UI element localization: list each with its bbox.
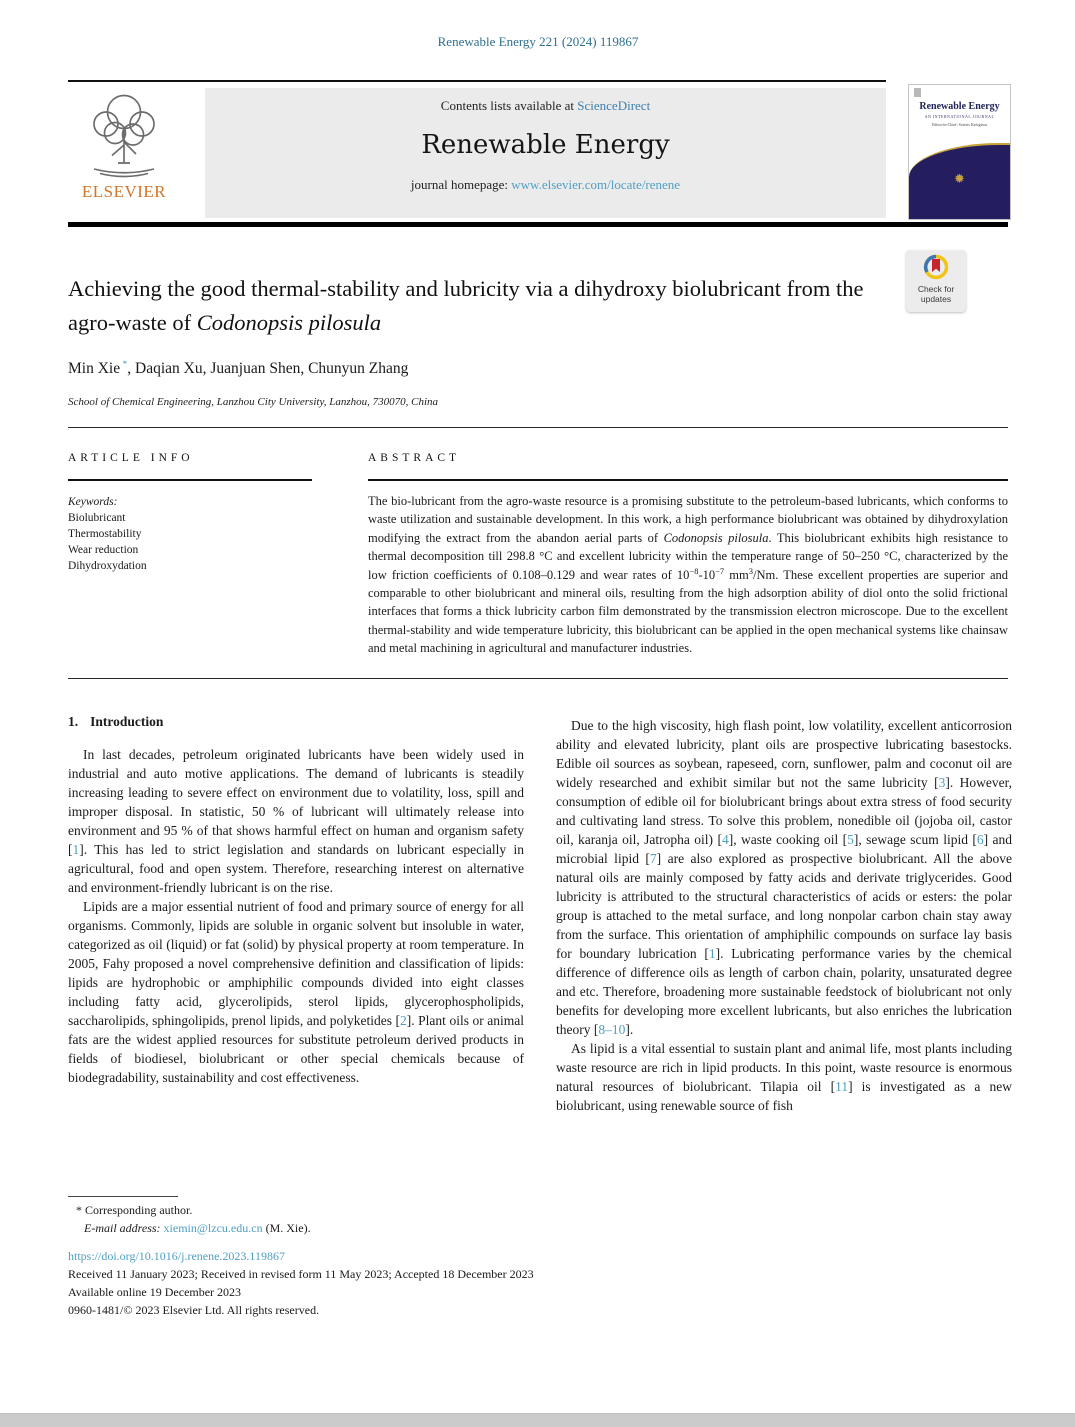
section-title: Introduction — [90, 714, 164, 729]
journal-title: Renewable Energy — [421, 130, 670, 160]
header-divider — [68, 80, 886, 82]
email-note: E-mail address: xiemin@lzcu.edu.cn (M. Xie). — [84, 1221, 311, 1235]
author-list: Min Xie *, Daqian Xu, Juanjuan Shen, Chunyun Zhang — [68, 358, 409, 377]
doi-link[interactable]: https://doi.org/10.1016/j.renene.2023.119867 — [68, 1249, 285, 1263]
contents-prefix: Contents lists available at — [440, 98, 578, 113]
check-for-updates-badge[interactable] — [906, 250, 966, 312]
cover-editor: Editor-in-Chief: Soteris Kalogirou — [931, 122, 988, 127]
section-heading-introduction — [68, 714, 163, 730]
article-info-rule — [68, 479, 312, 481]
abstract-rule — [368, 479, 1008, 481]
keyword-item: Thermostability — [68, 528, 142, 540]
homepage-line — [205, 177, 886, 193]
section-number: 1. — [68, 714, 79, 729]
keywords-block — [68, 494, 312, 574]
sunburst-icon: ✹ — [954, 171, 965, 186]
article-info-heading: ARTICLE INFO — [68, 452, 194, 464]
elsevier-tree-icon — [76, 88, 172, 184]
abstract-heading: ABSTRACT — [368, 452, 461, 464]
paragraph: Lipids are a major essential nutrient of food and primary source of energy for all organisms. Commonly, lipids are soluble in organic solvent but insoluble in water, categorized as oil (liquid) or fat (solid) by physical property at room temperature. In 2005, Fahy proposed a novel comprehensive definition and classification of lipids: lipids are hydrophobic or amphiphilic compounds divided into eight classes including fatty acid, glycerolipids, sterol lipids, glycerophospholipids, saccharolipids, sphingolipids, prenol lipids, and polyketides [2]. Plant oils or animal fats are the widest applied resources for substitute petroleum derived products in fields of biodiesel, biolubricant or other special chemicals because of biodegradability, sustainability and cost effectiveness. — [68, 899, 524, 1085]
journal-cover-thumbnail[interactable] — [908, 84, 1011, 220]
footnote-rule — [68, 1196, 178, 1197]
header-black-bar — [68, 222, 1008, 227]
paragraph: As lipid is a vital essential to sustain plant and animal life, most plants including waste resource are rich in lipid products. In this point, waste resource is enormous natural resources of biolubricant. Tilapia oil [11] is investigated as a new biolubricant, using renewable source of fish — [556, 1041, 1012, 1113]
window-bottom-edge — [0, 1413, 1075, 1427]
cover-title: Renewable Energy — [919, 101, 1000, 112]
corresponding-author-note: * Corresponding author. — [76, 1203, 193, 1217]
divider — [68, 427, 1008, 428]
elsevier-mark-icon — [914, 88, 921, 97]
badge-label-line2: updates — [920, 293, 952, 304]
elsevier-logo[interactable] — [68, 88, 180, 220]
divider — [68, 678, 1008, 679]
abstract-text: The bio-lubricant from the agro-waste resource is a promising substitute to the petroleum-based lubricants, which conforms to waste utilization and sustainable development. In this work, a high performance biolubricant was obtained by dihydroxylation modifying the extract from the abandon aerial parts of Codonopsis pilosula. This biolubricant exhibits high resistance to thermal decomposition till 298.8 °C and excellent lubricity within the temperature range of 50–250 °C, characterized by the low friction coefficients of 0.108–0.129 and wear rates of $10^{-8}-10^{-7}$ $mm^3/Nm$. These excellent properties are superior and comparable to other biolubricant and mineral oils, resulting from the high adsorption ability of diol onto the solid frictional interfaces that forms a thick lubricity carbon film demonstrated by the transmission electron microscope. Due to the excellent thermal-stability and wide temperature lubricity, this biolubricant can be applied in the open mechanical systems like chainsaw and metal machining in agricultural and manufacturer industries. — [368, 494, 1009, 656]
affiliation: School of Chemical Engineering, Lanzhou City University, Lanzhou, 730070, China — [68, 396, 439, 408]
keyword-item: Wear reduction — [68, 544, 139, 556]
keyword-item: Biolubricant — [68, 512, 126, 524]
keywords-label: Keywords: — [68, 496, 118, 508]
paragraph: In last decades, petroleum originated lubricants have been widely used in industrial and auto motive applications. The demand of lubricants is steadily increasing leading to severe effect on environment due to volatility, loss, spill and improper disposal. In statistic, 50 % of lubricant will ultimately release into environment and 95 % of that shows harmful effect on human and organism safety [1]. This has led to strict legislation and standards on lubricant especially in agricultural, food and open system. Therefore, researching interest on alternative and environment-friendly lubricant is on the rise. — [68, 747, 524, 895]
journal-reference: Renewable Energy 221 (2024) 119867 — [437, 34, 639, 49]
homepage-prefix: journal homepage: — [410, 177, 512, 192]
intro-column-right — [556, 716, 1012, 1115]
cover-art — [909, 143, 1010, 219]
contents-line — [205, 98, 886, 114]
badge-label-line1: Check for — [917, 284, 955, 294]
journal-banner — [205, 88, 886, 218]
copyright-line: 0960-1481/© 2023 Elsevier Ltd. All rights reserved. — [68, 1303, 320, 1317]
elsevier-wordmark: ELSEVIER — [81, 182, 167, 201]
cover-subtitle: AN INTERNATIONAL JOURNAL — [924, 114, 995, 119]
journal-homepage-link[interactable]: www.elsevier.com/locate/renene — [511, 177, 681, 192]
received-dates: Received 11 January 2023; Received in revised form 11 May 2023; Accepted 18 December 2023 — [68, 1267, 534, 1281]
keyword-item: Dihydroxydation — [68, 560, 147, 572]
check-updates-icon — [923, 254, 949, 280]
sciencedirect-link[interactable]: ScienceDirect — [577, 98, 651, 113]
paragraph: Due to the high viscosity, high flash point, low volatility, excellent anticorrosion ability and elevated lubricity, plant oils are prospective lubricating basestocks. Edible oil sources as soybean, rapeseed, corn, sunflower, palm and coconut oil are widely researched and exhibit similar but not the same lubricity [3]. However, consumption of edible oil for biolubricant brings about extra stress of food security and cultivating land stress. To solve this problem, nonedible oil (jojoba oil, castor oil, karanja oil, Jatropha oil) [4], waste cooking oil [5], sewage scum lipid [6] and microbial lipid [7] are also explored as prospective biolubricant. All the above natural oils are mainly composed by fatty acids and derivate triglycerides. Good lubricity is attributed to the structural characteristics of acids or esters: the polar group is attached to the metal surface, and long nonpolar carbon chain stay away from the surface. This orientation of amphiphilic compounds on surface lay basis for boundary lubrication [1]. Lubricating performance varies by the chemical difference of difference oils as length of carbon chain, polarity, unsaturated degree and etc. Therefore, broadening more sustainable feedstock of biolubricant not only benefits for developing more excellent lubricants, but also enriches the lubrication theory [8–10]. — [556, 718, 1012, 1037]
article-title: Achieving the good thermal-stability and lubricity via a dihydroxy biolubricant from the agro-waste of Codonopsis pilosula — [68, 276, 864, 335]
available-online: Available online 19 December 2023 — [68, 1285, 242, 1299]
intro-column-left — [68, 745, 524, 1087]
